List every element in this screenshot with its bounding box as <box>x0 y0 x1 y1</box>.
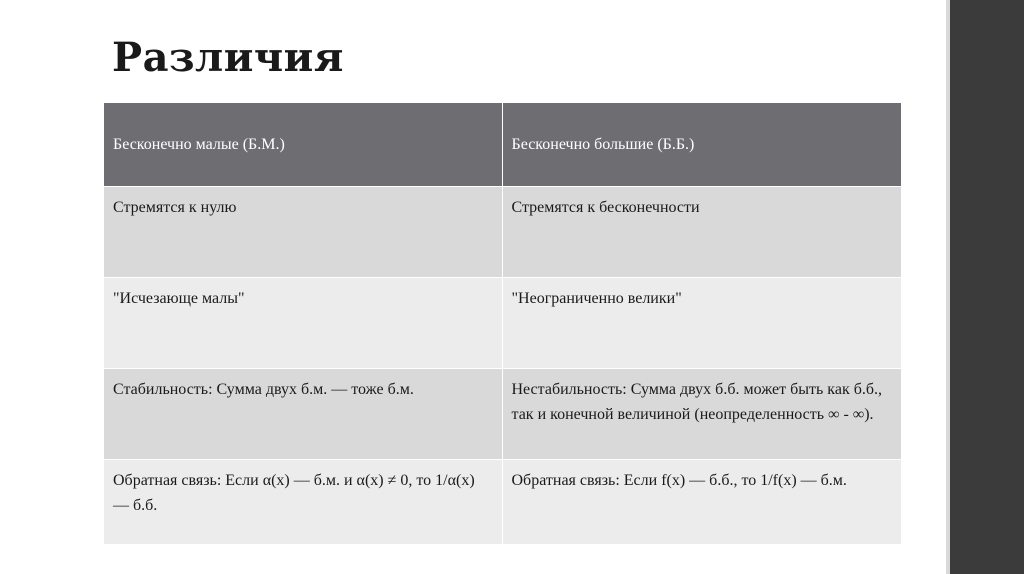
table-cell: Стремятся к бесконечности <box>502 187 901 278</box>
table-cell: "Неограниченно велики" <box>502 278 901 369</box>
table-cell: Стремятся к нулю <box>104 187 502 278</box>
table-cell: "Исчезающе малы" <box>104 278 502 369</box>
table-cell: Нестабильность: Сумма двух б.б. может быть как б.б., так и конечной величиной (неопределенность ∞ - ∞). <box>502 369 901 460</box>
side-bar <box>950 0 1024 574</box>
table-cell: Обратная связь: Если f(x) — б.б., то 1/f(x) — б.м. <box>502 460 901 545</box>
comparison-table <box>104 103 901 545</box>
table-row <box>104 460 901 545</box>
header-infinitesimal: Бесконечно малые (Б.М.) <box>104 103 502 187</box>
table-header-row <box>104 103 901 187</box>
table-row <box>104 278 901 369</box>
slide-title: Различия <box>112 34 344 81</box>
table-cell: Стабильность: Сумма двух б.м. — тоже б.м. <box>104 369 502 460</box>
table-row <box>104 369 901 460</box>
table-cell: Обратная связь: Если α(x) — б.м. и α(x) ≠ 0, то 1/α(x) — б.б. <box>104 460 502 545</box>
header-infinitely-large: Бесконечно большие (Б.Б.) <box>502 103 901 187</box>
table-row <box>104 187 901 278</box>
